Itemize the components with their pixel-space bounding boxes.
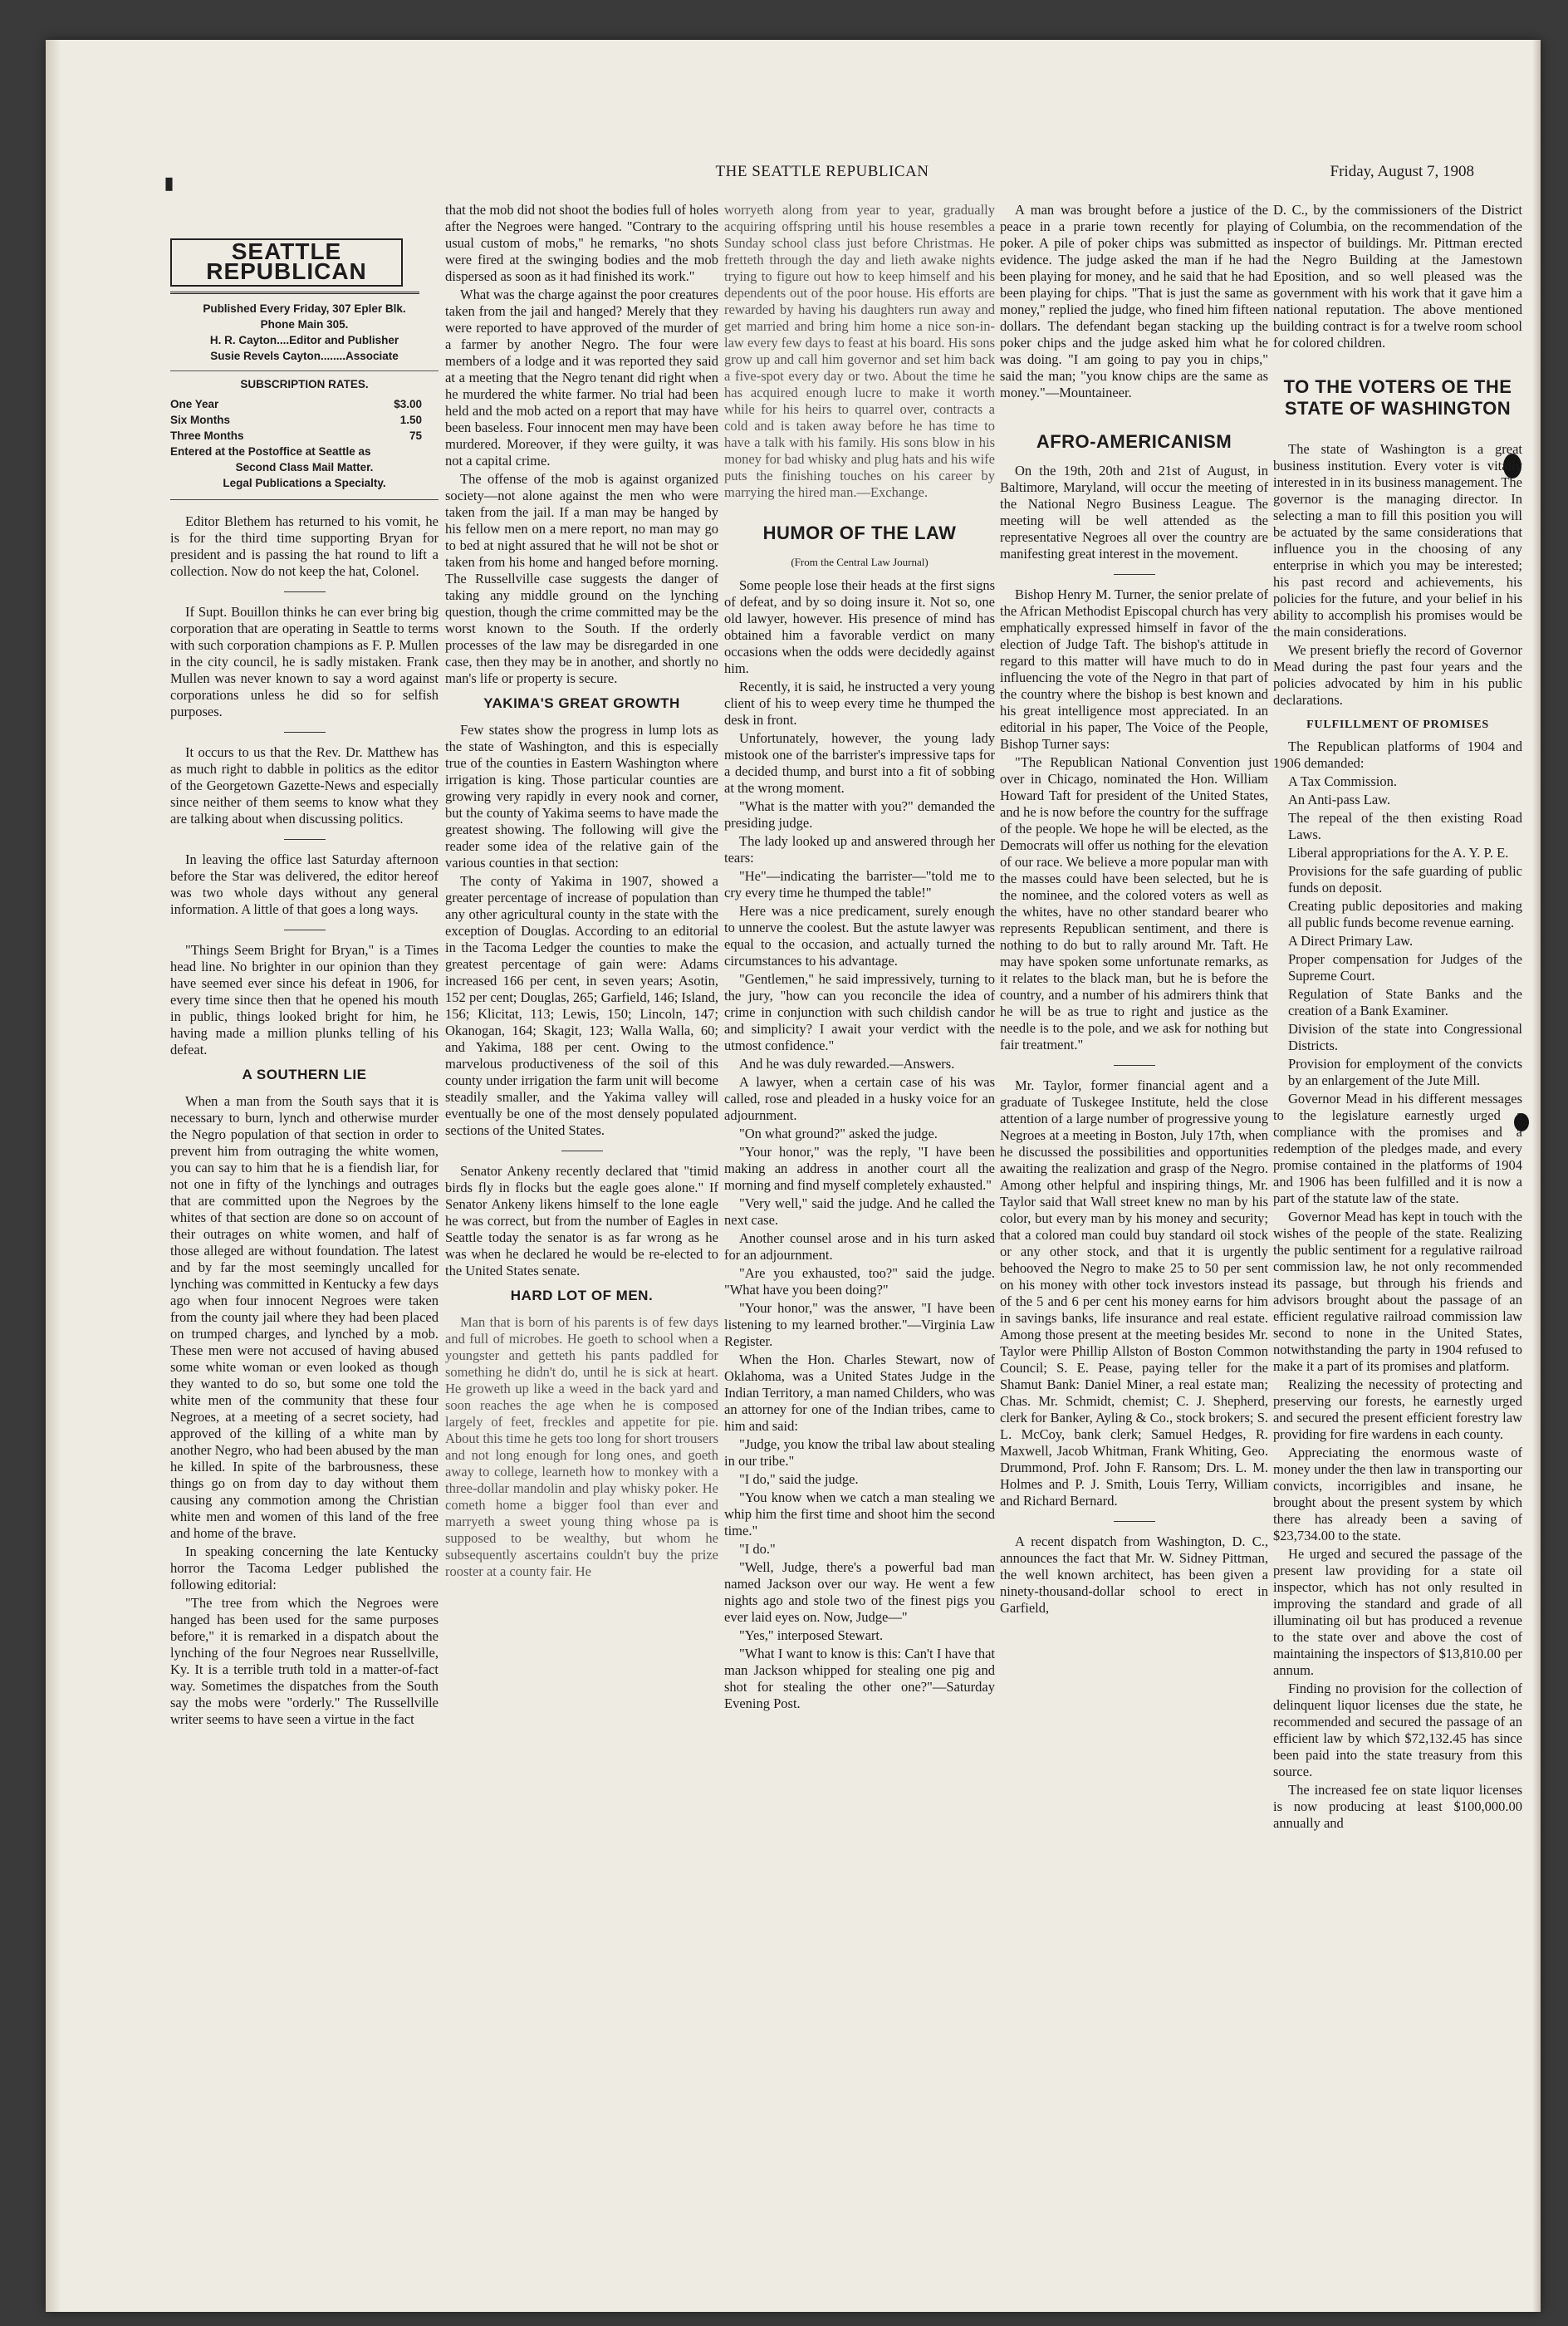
paragraph: "What is the matter with you?" demanded the presiding judge. bbox=[724, 798, 995, 831]
list-item: A Direct Primary Law. bbox=[1288, 933, 1414, 949]
divider bbox=[284, 591, 326, 592]
paragraph: In speaking concerning the late Kentucky horror the Tacoma Ledger published the following editorial: bbox=[170, 1543, 439, 1592]
phone-line: Phone Main 305. bbox=[260, 318, 349, 331]
headline-southern-lie: A SOUTHERN LIE bbox=[242, 1067, 367, 1082]
paragraph: Editor Blethem has returned to his vomit, he is for the third time supporting Bryan for president and is passing the hat round to lift a collection. Now do not keep the hat, Colonel. bbox=[170, 513, 439, 579]
headline-yakima: YAKIMA'S GREAT GROWTH bbox=[483, 695, 680, 711]
rate-label: One Year bbox=[170, 398, 219, 410]
newspaper-page bbox=[46, 40, 1541, 2312]
page-header bbox=[170, 163, 1474, 196]
list-item: The repeal of the then existing Road Laws. bbox=[1288, 810, 1522, 842]
legal-line: Legal Publications a Specialty. bbox=[223, 477, 386, 489]
list-item: Creating public depositories and making all public funds become revenue earning. bbox=[1288, 898, 1522, 930]
divider bbox=[284, 839, 326, 840]
paragraph: The state of Washington is a great business institution. Every voter is vitally interested in in its business management. The governor is the managing director. In selecting a man to fill this position you will be actuated by the same considerations that influence you in the choosing of any enterprise in which you may be interested; his past record and achievements, his policies for the future, and your belief in his ability to accomplish his promises would be the main considerations. bbox=[1273, 441, 1522, 640]
nameplate-title: SEATTLE REPUBLICAN bbox=[206, 238, 367, 284]
column-3 bbox=[724, 202, 995, 2229]
divider bbox=[170, 499, 439, 500]
paragraph: Finding no provision for the collection of delinquent liquor licenses due the state, he recommended and secured the passage of an efficient law by which $72,132.45 has since been paid into the state treasury from this source. bbox=[1273, 1681, 1522, 1779]
paragraph: "I do," said the judge. bbox=[739, 1471, 859, 1487]
paragraph: D. C., by the commissioners of the District of Columbia, on the recommendation of the inspector of buildings. Mr. Pittman erected the Negro Building at the Jamestown Eposition, and so well pleased was the government with his work that it gave him a national reputation. The above mentioned building contract is for a twelve room school for colored children. bbox=[1273, 202, 1522, 351]
issue-date: Friday, August 7, 1908 bbox=[1330, 163, 1474, 180]
rate-label: Six Months bbox=[170, 414, 231, 426]
entered-line: Entered at the Postoffice at Seattle as bbox=[170, 445, 371, 458]
divider bbox=[1114, 1521, 1155, 1522]
paragraph: What was the charge against the poor creatures taken from the jail and hanged? Merely that they were reported to have approved of the murder of a farmer by another Negro. The four were members of a lodge and it was reported they said at a meeting that the Negro tenant did right when he murdered the white farmer. No trial had been held and the mob acted on a report that may have been baseless. Four innocent men may have been murdered. Moreover, if they were guilty, it was not a capital crime. bbox=[445, 287, 718, 469]
paragraph: Governor Mead in his different messages to the legislature earnestly urged a compliance with the promises and a redemption of the pledges made, and every promise contained in the platforms of 1904 and 1906 has been fulfilled and it is now a part of the statute law of the state. bbox=[1273, 1091, 1522, 1206]
column-1 bbox=[170, 202, 439, 2229]
list-item: Provision for employment of the convicts by an enlargement of the Jute Mill. bbox=[1288, 1056, 1522, 1088]
rate-price: 75 bbox=[409, 429, 422, 442]
list-item: An Anti-pass Law. bbox=[1288, 792, 1391, 807]
paragraph: We present briefly the record of Governor Mead during the past four years and the policies advocated by him in his public declarations. bbox=[1273, 642, 1522, 708]
column-2 bbox=[445, 202, 718, 2229]
paragraph: "Your honor," was the answer, "I have been listening to my learned brother."—Virginia Law Register. bbox=[724, 1300, 995, 1349]
paragraph: worryeth along from year to year, gradually acquiring offspring until his house resembles a Sunday school class just before Christmas. He fretteth through the day and lieth awake nights trying to figure out how to keep himself and his dependents out of the poor house. His efforts are rewarded by having his daughters run away and get married and bring him home a nice son-in-law every few days to feast at his board. His sons grow up and call him governor and set him back a five-spot every day or two. About the time he has acquired enough lucre to make it worth while for his heirs to quarrel over, contracts a cold and is taken away before he has time to have a talk with his family. His sons blow in his money for bad whisky and plug hats and his wife puts the finishing touches on his career by marrying the hired man.—Exchange. bbox=[724, 202, 995, 500]
paragraph: "I do." bbox=[739, 1541, 776, 1557]
paragraph: "The tree from which the Negroes were hanged has been used for the same purposes before," it is remarked in a dispatch about the lynching of the four Negroes near Russellville, Ky. It is a terrible truth told in a matter-of-fact way. Sometimes the dispatches from the South say the mobs were "orderly." The Russellville writer seems to have seen a virtue in the fact bbox=[170, 1595, 439, 1727]
rate-row bbox=[170, 396, 439, 412]
paragraph: A man was brought before a justice of the peace in a prarie town recently for playing poker. A pile of poker chips was submitted as evidence. The judge asked the man if he had been playing for money, and he said that he had been playing for chips. "That is just the same as money," replied the judge, who fined him fifteen dollars. The defendant began stacking up the poker chips and the judge asked him what he was doing. "I am going to pay you in chips," said the man; "you know chips are the same as money."—Mountaineer. bbox=[1000, 202, 1268, 400]
paragraph: Senator Ankeny recently declared that "timid birds fly in flocks but the eagle goes alone." If Senator Ankeny likens himself to the lone eagle he was correct, but from the number of Eagles in Seattle today the senator is as far wrong as he was when he declared he would be re-elected to the United States senate. bbox=[445, 1163, 718, 1278]
rate-label: Three Months bbox=[170, 429, 244, 442]
paragraph: Bishop Henry M. Turner, the senior prelate of the African Methodist Episcopal church has very emphatically expressed himself in favor of the election of Judge Taft. The bishop's attitude in regard to this matter will have much to do in influencing the vote of the Negro in that part of the country where the bishop is best known and his great intelligence most appreciated. In an editorial in his paper, The Voice of the People, Bishop Turner says: bbox=[1000, 586, 1268, 752]
list-item: Liberal appropriations for the A. Y. P. E. bbox=[1288, 845, 1509, 861]
list-item: Provisions for the safe guarding of public funds on deposit. bbox=[1288, 863, 1522, 896]
paragraph: Realizing the necessity of protecting and preserving our forests, he earnestly urged and secured the present efficient forestry law providing for fire wardens in each county. bbox=[1273, 1376, 1522, 1442]
paragraph: "He"—indicating the barrister—"told me to cry every time he thumped the table!" bbox=[724, 868, 995, 900]
list-item: A Tax Commission. bbox=[1288, 773, 1398, 789]
headline-hard-lot: HARD LOT OF MEN. bbox=[510, 1288, 654, 1303]
headline-voters: TO THE VOTERS OE THE STATE OF WASHINGTON bbox=[1283, 376, 1512, 419]
paragraph: The conty of Yakima in 1907, showed a greater percentage of increase of population than any other agricultural county in the state with the exception of Douglas. According to an editorial in the Tacoma Ledger the counties to make the greatest percentage of gain were: Adams increased 166 per cent, in seven years; Asotin, 152 per cent; Douglas, 265; Garfield, 146; Island, 156; Klicitat, 113; Lewis, 150; Lincoln, 147; Okanogan, 164; Skagit, 123; Walla Walla, 60; and Yakima, 188 per cent. Owing to the marvelous productiveness of the soil of this county under irrigation the farm unit will become steadily smaller, and the Yakima valley will eventually be one of the most densely populated sections of the United States. bbox=[445, 873, 718, 1138]
paragraph: The Republican platforms of 1904 and 1906 demanded: bbox=[1273, 739, 1522, 771]
list-item: Proper compensation for Judges of the Supreme Court. bbox=[1288, 951, 1522, 984]
paragraph: He urged and secured the passage of the present law providing for a state oil inspector, which has not only resulted in improving the standard and grade of all illuminating oil but has produced a revenue to the state over and above the cost of maintaining the inspectors of $13,810.00 per annum. bbox=[1273, 1546, 1522, 1678]
headline-afro-americanism: AFRO-AMERICANISM bbox=[1036, 431, 1232, 452]
divider bbox=[1114, 574, 1155, 575]
column-5 bbox=[1273, 202, 1522, 2229]
paragraph: "Judge, you know the tribal law about stealing in our tribe." bbox=[724, 1436, 995, 1469]
paragraph: "Yes," interposed Stewart. bbox=[739, 1627, 884, 1643]
paragraph: "Well, Judge, there's a powerful bad man named Jackson over our way. He went a few nights ago and stole two of the finest pigs you ever laid eyes on. Now, Judge—" bbox=[724, 1559, 995, 1625]
rate-price: 1.50 bbox=[399, 414, 422, 426]
paragraph: "You know when we catch a man stealing we whip him the first time and shoot him the second time." bbox=[724, 1489, 995, 1538]
nameplate bbox=[170, 238, 403, 287]
paragraph: Mr. Taylor, former financial agent and a graduate of Tuskegee Institute, held the close attention of a large number of progressive young Negroes at a meeting in Boston, July 17th, when he discussed the possibilities and opportunities awaiting the realization and grasp of the Negro. Among other helpful and inspiring things, Mr. Taylor said that Wall street knew no man by his color, but every man by his money and security; that a colored man could buy standard oil stock or any other stock, and that it is urgently behooved the Negro to make 25 to 50 per sent on his money with other tock investors instead of the 5 and 6 per cent his money earns for him in savings banks, life insurance and real estate. Among those present at the meeting besides Mr. Taylor were Phillip Allston of Boston Common Council; S. E. Pease, paying teller for the Shamut Bank: Daniel Miner, a real estate man; Chas. Mr. Schmidt, chemist; C. J. Shepherd, clerk for Banker, Ayling & Co., stock brokers; S. L. McCoy, bank clerk; Samuel Hedges, R. Maxwell, Jacob Whitman, Frank Whiting, Geo. Drummond, Prof. John F. Ransom; Drs. L. M. Holmes and P. J. Smith, Louis Terry, William and Richard Bernard. bbox=[1000, 1077, 1268, 1509]
paragraph: "Your honor," was the reply, "I have been making an address in another court all the morning and find myself completely exhausted." bbox=[724, 1144, 995, 1193]
running-title: THE SEATTLE REPUBLICAN bbox=[715, 163, 929, 180]
paragraph: Some people lose their heads at the first signs of defeat, and by so doing insure it. Not so, one old lawyer, however. His presence of mind has obtained him a favorable verdict on many occasions when the odds were decidedly against him. bbox=[724, 577, 995, 676]
editor-line: H. R. Cayton....Editor and Publisher bbox=[209, 334, 399, 346]
rate-price: $3.00 bbox=[394, 398, 422, 410]
paragraph: A lawyer, when a certain case of his was called, rose and pleaded in a husky voice for an adjournment. bbox=[724, 1074, 995, 1123]
paragraph: "Are you exhausted, too?" said the judge. "What have you been doing?" bbox=[724, 1265, 995, 1298]
paragraph: A recent dispatch from Washington, D. C., announces the fact that Mr. W. Sidney Pittman, the well known architect, has been given a ninety-thousand-dollar school to erect in Garfield, bbox=[1000, 1533, 1268, 1616]
paragraph: It occurs to us that the Rev. Dr. Matthew has as much right to dabble in politics as the editor of the Georgetown Gazette-News and especially since neither of them seems to know what they are talking about when discussing politics. bbox=[170, 744, 439, 827]
nameplate-rule bbox=[170, 292, 419, 294]
paragraph: "On what ground?" asked the judge. bbox=[739, 1126, 938, 1141]
source-line: (From the Central Law Journal) bbox=[791, 556, 929, 568]
list-item: Division of the state into Congressional Districts. bbox=[1288, 1021, 1522, 1053]
paragraph: that the mob did not shoot the bodies full of holes after the Negroes were hanged. "Contrary to the usual custom of mobs," he remarks, "no shots were fired at the swinging bodies and the mob dispersed as soon as it had finished its work." bbox=[445, 202, 718, 284]
paragraph: If Supt. Bouillon thinks he can ever bring big corporation that are operating in Seattle to terms with such corporation champions as F. P. Mullen in the city council, he is sadly mistaken. Frank Mullen was never known to say a word against corporations unless he did so for selfish purposes. bbox=[170, 604, 439, 719]
paragraph: Another counsel arose and in his turn asked for an adjournment. bbox=[724, 1230, 995, 1263]
paragraph: Unfortunately, however, the young lady mistook one of the barrister's impressive taps for a decided thump, and burst into a fit of sobbing at the wrong moment. bbox=[724, 730, 995, 796]
subhead-promises: FULFILLMENT OF PROMISES bbox=[1306, 719, 1489, 731]
paragraph: "Gentlemen," he said impressively, turning to the jury, "how can you reconcile the idea of crime in conjunction with such childish candor and simplicity? I await your verdict with the utmost confidence." bbox=[724, 971, 995, 1053]
paragraph: On the 19th, 20th and 21st of August, in Baltimore, Maryland, will occur the meeting of the National Negro Business League. The meeting will be well attended as the representative Negroes all over the country are manifesting great interest in the movement. bbox=[1000, 463, 1268, 562]
paragraph: When a man from the South says that it is necessary to burn, lynch and otherwise murder the Negro population of that section in order to prevent him from outraging the white women, you can say to him that he is a fiendish liar, for not one in fifty of the lynchings and outrages that are committed upon the Negroes by the whites of that section are done so on account of their outrages on white women, and half of those alleged are without foundation. The latest and by far the most seemingly uncalled for lynching was committed in Kentucky a few days ago when four innocent Negroes were taken from the county jail where they had been placed on trumped charges, and lynched by a mob. These men were not accused of having abused some white woman or even looked as though they wanted to do so, but some one told the white men of the community that these four Negroes, at a meeting of a secret society, had approved of the killing of a white man by another Negro, who had been abused by the man he killed. In spite of the barbrousness, these things go on from day to day without them causing any commotion among the Christian white men and women of this land of the free and home of the brave. bbox=[170, 1093, 439, 1541]
paragraph: In leaving the office last Saturday afternoon before the Star was delivered, the editor hereof was two whole days without any general information. A little of that goes a long ways. bbox=[170, 851, 439, 917]
paragraph: "Things Seem Bright for Bryan," is a Times head line. No brighter in our opinion than they have seemed ever since his defeat in 1906, for every time since then that he opened his mouth in public, things looked bright for him, he having made a million plunks telling of his defeat. bbox=[170, 942, 439, 1057]
paragraph: Recently, it is said, he instructed a very young client of his to weep every time he thumped the desk in front. bbox=[724, 679, 995, 728]
paragraph: And he was duly rewarded.—Answers. bbox=[739, 1056, 955, 1072]
paragraph: "The Republican National Convention just over in Chicago, nominated the Hon. William Howard Taft for president of the United States, and he is now before the country for the suffrage of the people. We hope he will be elected, as the Democrats will offer us nothing for the elevation of our race. We believe a more popular man with the masses could have been selected, but he is the nominee, and the colored voters as well as the whites, have no other standard bearer who represents Republican sentiment, and there is nothing to do but to rally around Mr. Taft. He may have spoken some unfortunate remarks, as it relates to the black man, but he is before the country, and a number of his admirers think that he will be as true to right and justice as the needle is to the pole, and we ask for nothing but fair treatment." bbox=[1000, 754, 1268, 1053]
paragraph: When the Hon. Charles Stewart, now of Oklahoma, was a United States Judge in the Indian Territory, a man named Childers, who was an attorney for one of the Indian tribes, came to him and said: bbox=[724, 1352, 995, 1434]
page-edge-right bbox=[1532, 40, 1541, 2312]
paragraph: Few states show the progress in lump lots as the state of Washington, and this is especially true of the counties in Eastern Washington where irrigation is king. Those particular counties are growing very rapidly in every nook and corner, but the county of Yakima seems to have made the greatest showing. The following will give the reader some idea of the relative gain of the various counties in that section: bbox=[445, 722, 718, 871]
paragraph: Man that is born of his parents is of few days and full of microbes. He goeth to school when a youngster and getteth his pants paddled for something he didn't do, until he is sick at heart. He groweth up like a weed in the back yard and soon reaches the age when he is composed largely of feet, freckles and appetite for pie. About this time he gets too long for short trousers and not long enough for long ones, and goeth away to college, learneth how to monkey with a three-dollar mandolin and play whisky poker. He cometh home a bigger fool than ever and marryeth a sweet young thing whose pa is supposed to be wealthy, but whom he subsequently ascertains couldn't buy the prize rooster at a county fair. He bbox=[445, 1314, 718, 1579]
second-class-line: Second Class Mail Matter. bbox=[235, 461, 374, 474]
list-item: Regulation of State Banks and the creation of a Bank Examiner. bbox=[1288, 986, 1522, 1018]
paragraph: "What I want to know is this: Can't I have that man Jackson whipped for stealing one pig and shot for stealing the other one?"—Saturday Evening Post. bbox=[724, 1646, 995, 1711]
page-edge-left bbox=[46, 40, 61, 2312]
divider bbox=[1114, 1065, 1155, 1066]
paragraph: The increased fee on state liquor licenses is now producing at least $100,000.00 annually and bbox=[1273, 1782, 1522, 1831]
column-4 bbox=[1000, 202, 1268, 2229]
rates-title: SUBSCRIPTION RATES. bbox=[170, 370, 439, 393]
paragraph: Appreciating the enormous waste of money under the then law in transporting our convicts, incorrigibles and insane, he brought about the present system by which there has already been a saving of $23,734.00 to the state. bbox=[1273, 1445, 1522, 1543]
rate-row bbox=[170, 428, 439, 444]
published-line: Published Every Friday, 307 Epler Blk. bbox=[203, 302, 406, 315]
paragraph: Here was a nice predicament, surely enough to unnerve the coolest. But the astute lawyer was equal to the occasion, and actually turned the circumstances to his advantage. bbox=[724, 903, 995, 969]
associate-line: Susie Revels Cayton........Associate bbox=[210, 350, 399, 362]
divider bbox=[284, 732, 326, 733]
paragraph: Governor Mead has kept in touch with the wishes of the people of the state. Realizing the public sentiment for a regulative railroad commission law, he not only recommended its passage, but through his friends and advisors brought about the passage of an efficient regulative railroad commission law second to none in the United States, notwithstanding the party in 1904 refused to make it a part of its promises and platform. bbox=[1273, 1209, 1522, 1374]
paragraph: "Very well," said the judge. And he called the next case. bbox=[724, 1195, 995, 1228]
paragraph: The lady looked up and answered through her tears: bbox=[724, 833, 995, 866]
rate-row bbox=[170, 412, 439, 428]
page-mark: ▮ bbox=[164, 174, 174, 193]
headline-humor-of-law: HUMOR OF THE LAW bbox=[762, 523, 957, 543]
paragraph: The offense of the mob is against organized society—not alone against the men who were taken from the jail. If a man may be hanged by his fellow men on a mere report, no man may go to bed at night assured that he will not be shot or taken from his home and hanged before morning. The Russellville case suggests the danger of taking any middle ground on the lynching question, though the crime committed may be the worst known to the South. If the orderly processes of the law may be disregarded in one case, then they may be in another, and shortly no man's life or property is secure. bbox=[445, 471, 718, 686]
